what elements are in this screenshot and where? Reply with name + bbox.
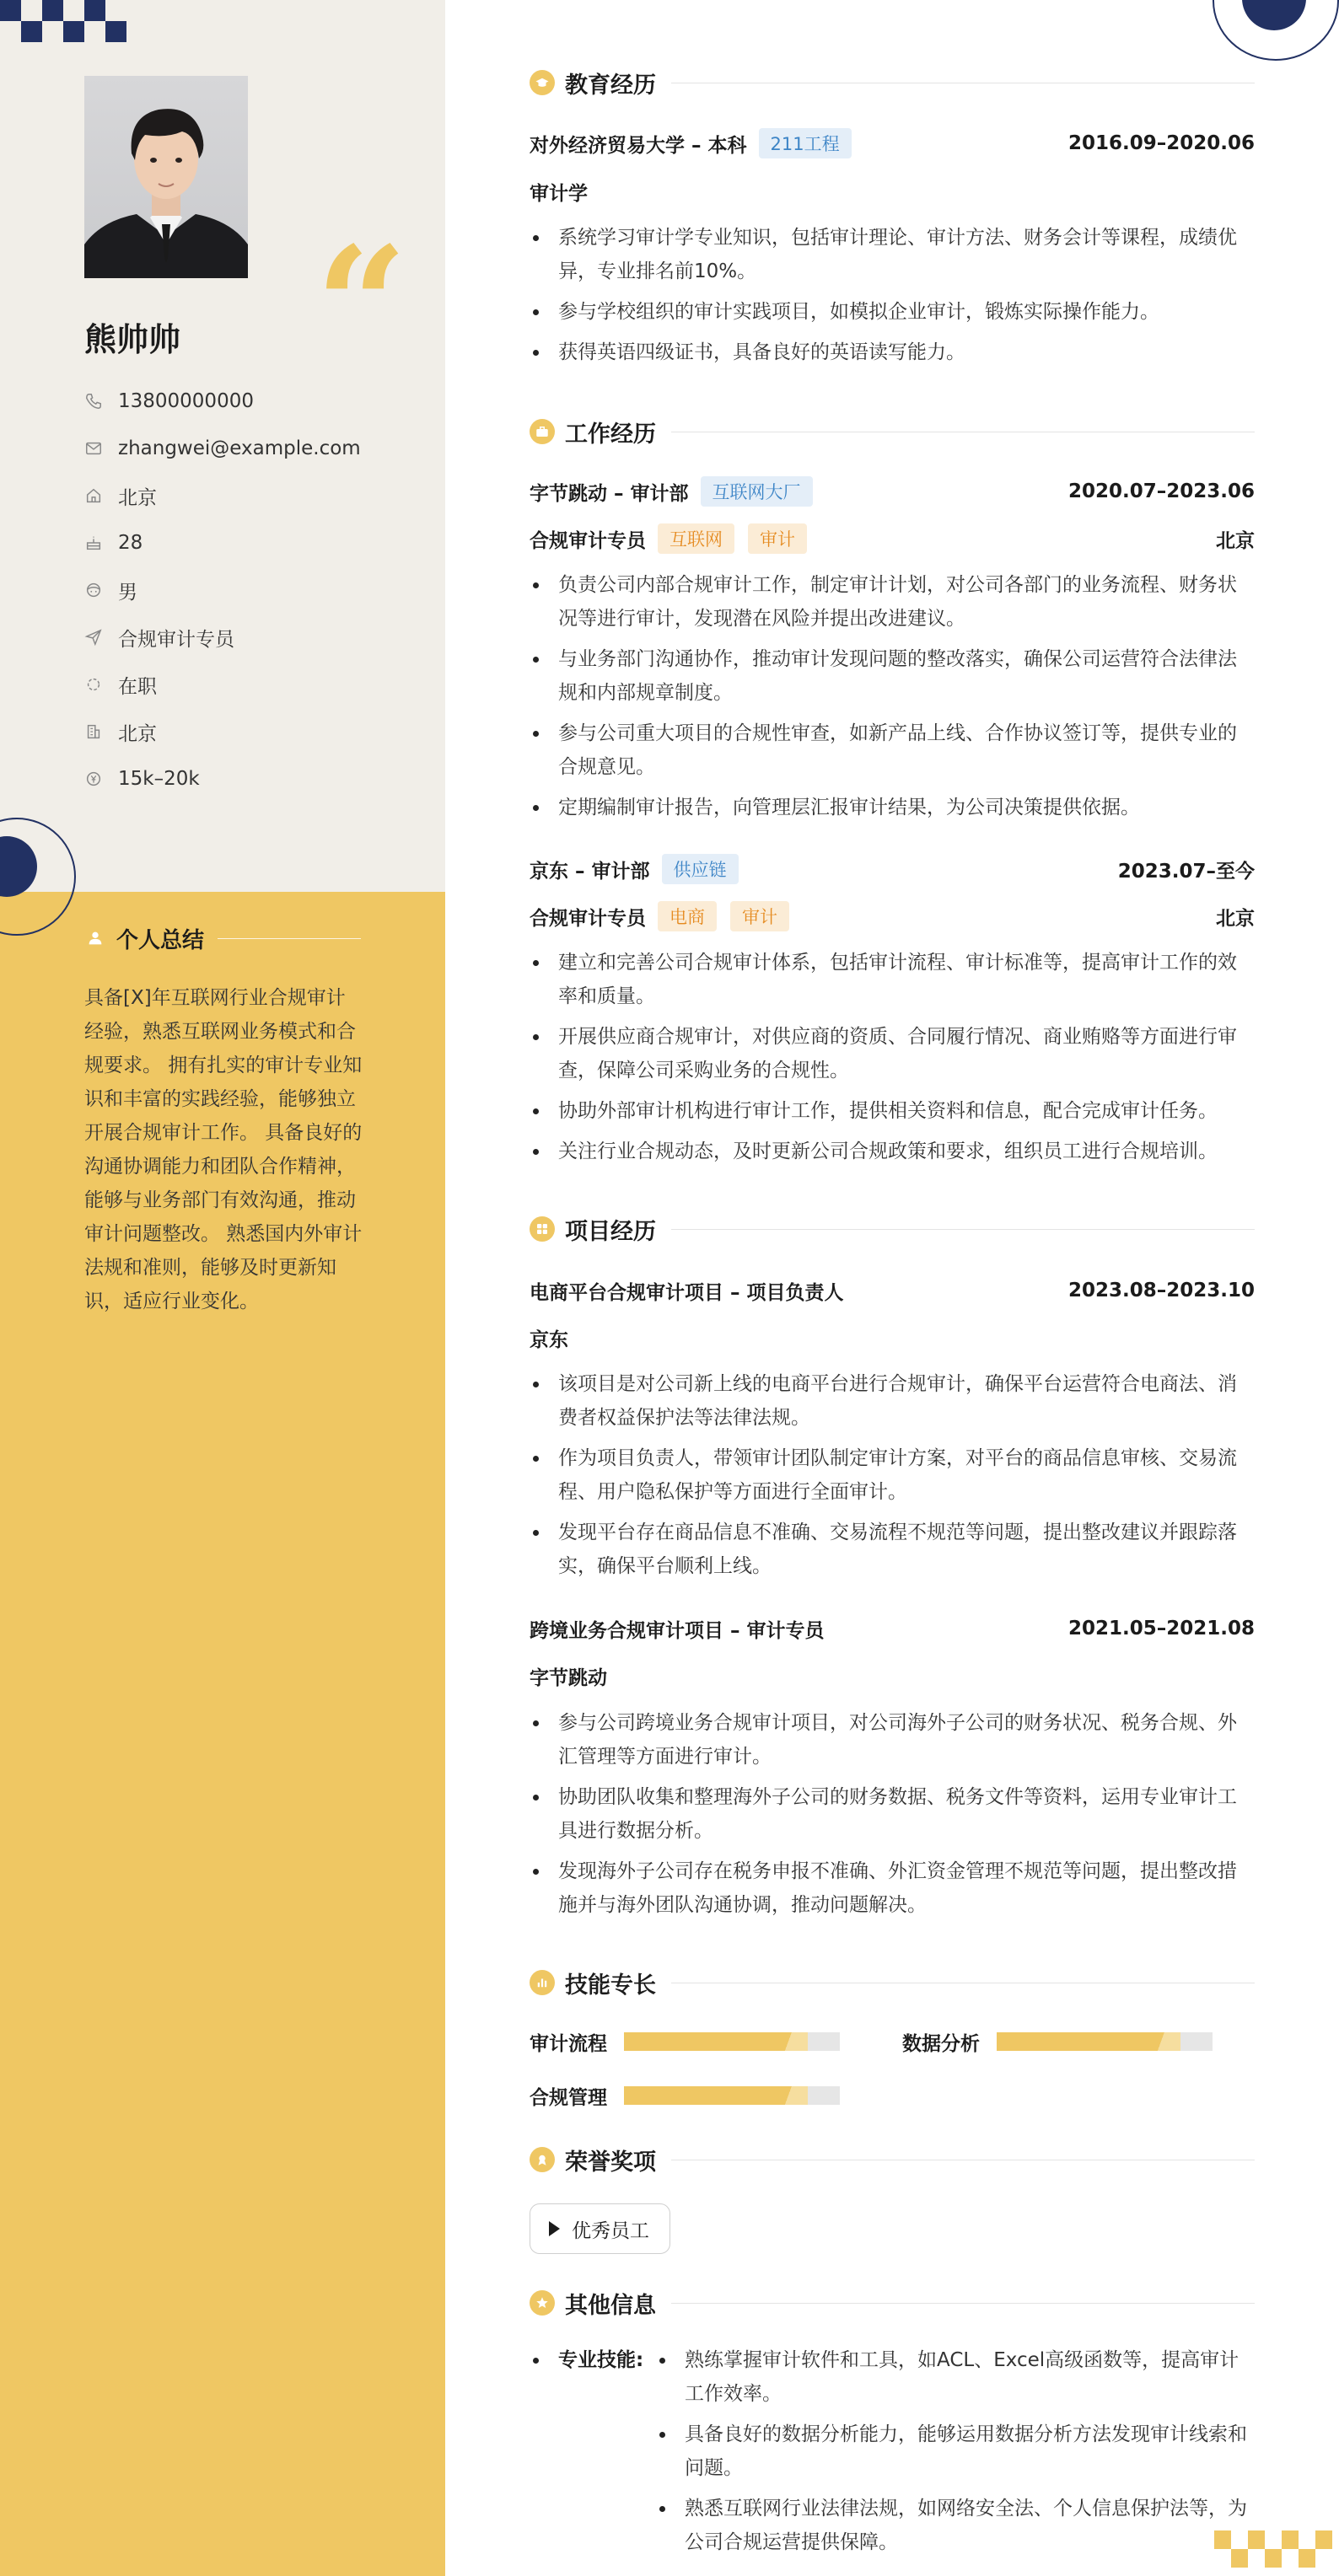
info-text: 13800000000 [118, 390, 254, 412]
award-chip[interactable] [530, 2203, 670, 2254]
job-date: 2023.07–至今 [1117, 860, 1255, 883]
project-org: 京东 [530, 1328, 568, 1351]
project-bullets [530, 1706, 1255, 1929]
info-text: 北京 [118, 486, 157, 509]
job-bullets [530, 568, 1255, 831]
phone-icon [84, 392, 103, 411]
skill-name: 数据分析 [902, 2032, 980, 2055]
summary-header [86, 924, 361, 953]
list-item: 熟悉互联网行业法律法规，如网络安全法、个人信息保护法等，为公司合规运营提供保障。 [656, 2492, 1255, 2559]
education-date: 2016.09–2020.06 [1067, 132, 1255, 154]
section-awards-header [530, 2144, 1255, 2175]
school-name: 对外经济贸易大学 – 本科 [530, 134, 747, 157]
list-item: 与业务部门沟通协作，推动审计发现问题的整改落实，确保公司运营符合法律法规和内部规章制度。 [530, 642, 1255, 710]
role-tag: 审计 [730, 901, 789, 931]
info-text: 北京 [118, 722, 157, 745]
section-skills-header [530, 1967, 1255, 1998]
education-row [530, 126, 1255, 160]
skill-item [530, 2025, 840, 2058]
job-bullets [530, 946, 1255, 1175]
info-phone [84, 378, 361, 425]
list-item: 系统学习审计学专业知识，包括审计理论、审计方法、财务会计等课程，成绩优异，专业排名前10%。 [530, 221, 1255, 288]
list-item: 负责公司内部合规审计工作，制定审计计划，对公司各部门的业务流程、财务状况等进行审计，发现潜在风险并提出改进建议。 [530, 568, 1255, 636]
section-work-header [530, 416, 1255, 447]
role-tag: 审计 [748, 523, 807, 554]
company-name: 字节跳动 – 审计部 [530, 482, 689, 505]
skill-fill [624, 2032, 808, 2051]
list-item: 协助团队收集和整理海外子公司的财务数据、税务文件等资料，运用专业审计工具进行数据分析。 [530, 1780, 1255, 1848]
divider [218, 938, 361, 939]
info-salary [84, 755, 361, 802]
school-tag: 211工程 [759, 128, 852, 158]
play-icon [549, 2221, 560, 2236]
quote-decoration: “ [315, 212, 408, 400]
info-email [84, 425, 361, 472]
role-row [530, 522, 1255, 555]
other-label-row [530, 2343, 643, 2377]
divider [671, 1229, 1255, 1230]
education-bullets [530, 221, 1255, 376]
briefcase-icon [530, 419, 555, 444]
info-age [84, 519, 361, 566]
major: 审计学 [530, 182, 588, 205]
sidebar [0, 0, 445, 2576]
section-title: 教育经历 [565, 72, 656, 99]
list-item: 发现平台存在商品信息不准确、交易流程不规范等问题，提出整改建议并跟踪落实，确保平台顺利上线。 [530, 1516, 1255, 1583]
role-tag: 互联网 [658, 523, 734, 554]
list-item: 熟练掌握审计软件和工具，如ACL、Excel高级函数等，提高审计工作效率。 [656, 2343, 1255, 2411]
info-position [84, 614, 361, 661]
person-icon [86, 929, 105, 947]
info-home [84, 472, 361, 519]
role-title: 合规审计专员 [530, 529, 646, 552]
list-item: 协助外部审计机构进行审计工作，提供相关资料和信息，配合完成审计任务。 [530, 1094, 1255, 1128]
cake-icon [84, 534, 103, 552]
info-text: 15k–20k [118, 768, 200, 790]
email-icon [84, 439, 103, 458]
list-item: 作为项目负责人，带领审计团队制定审计方案，对平台的商品信息审核、交易流程、用户隐私保护等方面进行全面审计。 [530, 1441, 1255, 1509]
list-item: 定期编制审计报告，向管理层汇报审计结果，为公司决策提供依据。 [530, 791, 1255, 824]
role-title: 合规审计专员 [530, 907, 646, 930]
list-item: 发现海外子公司存在税务申报不准确、外汇资金管理不规范等问题，提出整改措施并与海外团队沟通协调，推动问题解决。 [530, 1854, 1255, 1922]
project-date: 2021.05–2021.08 [1067, 1618, 1255, 1640]
project-name: 跨境业务合规审计项目 – 审计专员 [530, 1619, 825, 1642]
contact-info-list [84, 378, 361, 802]
section-title: 荣誉奖项 [565, 2149, 656, 2176]
job-city: 北京 [1216, 907, 1255, 930]
company-tag: 互联网大厂 [701, 476, 813, 507]
bullet-dot [533, 2358, 539, 2364]
list-item: 具备良好的数据分析能力，能够运用数据分析方法发现审计线索和问题。 [656, 2418, 1255, 2485]
skill-item [902, 2025, 1213, 2058]
project-name: 电商平台合规审计项目 – 项目负责人 [530, 1281, 844, 1304]
section-education-header [530, 67, 1255, 98]
award-icon [530, 2147, 555, 2172]
role-row [530, 899, 1255, 933]
project-bullets [530, 1367, 1255, 1590]
info-city [84, 708, 361, 755]
info-text: 合规审计专员 [118, 628, 234, 651]
list-item: 参与学校组织的审计实践项目，如模拟企业审计，锻炼实际操作能力。 [530, 295, 1255, 329]
salary-icon [84, 770, 103, 788]
graduation-cap-icon [530, 70, 555, 95]
section-projects-header [530, 1214, 1255, 1244]
divider [671, 2303, 1255, 2304]
job-date: 2020.07–2023.06 [1067, 480, 1255, 502]
company-name: 京东 – 审计部 [530, 860, 650, 883]
project-date: 2023.08–2023.10 [1067, 1280, 1255, 1301]
project-row [530, 1274, 1255, 1307]
candidate-name: 熊帅帅 [84, 321, 181, 358]
info-text: zhangwei@example.com [118, 437, 361, 459]
checker-decoration [1214, 2530, 1339, 2576]
role-tag: 电商 [658, 901, 717, 931]
skill-bar [997, 2032, 1213, 2051]
job-city: 北京 [1216, 529, 1255, 552]
star-icon [530, 2290, 555, 2316]
info-text: 在职 [118, 675, 157, 698]
info-text: 男 [118, 581, 137, 604]
skill-name: 合规管理 [530, 2086, 607, 2109]
list-item: 该项目是对公司新上线的电商平台进行合规审计，确保平台运营符合电商法、消费者权益保护法等法律法规。 [530, 1367, 1255, 1435]
project-org: 字节跳动 [530, 1666, 607, 1689]
info-status [84, 661, 361, 708]
gender-icon [84, 581, 103, 599]
major-row [530, 174, 1255, 208]
list-item: 关注行业合规动态，及时更新公司合规政策和要求，组织员工进行合规培训。 [530, 1135, 1255, 1168]
checker-decoration [0, 0, 128, 42]
list-item: 参与公司跨境业务合规审计项目，对公司海外子公司的财务状况、税务合规、外汇管理等方面进行审计。 [530, 1706, 1255, 1774]
job-row [530, 475, 1255, 508]
company-tag: 供应链 [662, 854, 739, 884]
grid-icon [530, 1216, 555, 1242]
info-gender [84, 566, 361, 614]
skill-fill [624, 2086, 808, 2105]
job-row [530, 852, 1255, 886]
list-item: 获得英语四级证书，具备良好的英语读写能力。 [530, 335, 1255, 369]
list-item: 开展供应商合规审计，对供应商的资质、合同履行情况、商业贿赂等方面进行审查，保障公司采购业务的合规性。 [530, 1020, 1255, 1087]
summary-title: 个人总结 [116, 927, 205, 953]
home-icon [84, 486, 103, 505]
avatar [84, 76, 248, 278]
chart-icon [530, 1970, 555, 1995]
building-icon [84, 722, 103, 741]
summary-text: 具备[X]年互联网行业合规审计经验，熟悉互联网业务模式和合规要求。 拥有扎实的审计专业知识和丰富的实践经验，能够独立开展合规审计工作。 具备良好的沟通协调能力和团队合作精神，能够与业务部门有效沟通，推动审计问题整改。 熟悉国内外审计法规和准则，能够及时更新知识，适应行业变化。 [84, 987, 363, 1312]
list-item: 参与公司重大项目的合规性审查，如新产品上线、合作协议签订等，提供专业的合规意见。 [530, 716, 1255, 784]
section-title: 其他信息 [565, 2292, 656, 2319]
other-label: 专业技能: [558, 2349, 644, 2371]
skill-item [530, 2079, 840, 2112]
project-org-row [530, 1321, 1255, 1355]
skill-bar [624, 2032, 840, 2051]
project-org-row [530, 1659, 1255, 1693]
section-title: 项目经历 [565, 1218, 656, 1245]
status-icon [84, 675, 103, 694]
project-row [530, 1612, 1255, 1645]
section-other-header [530, 2288, 1255, 2318]
award-label: 优秀员工 [572, 2219, 649, 2242]
send-icon [84, 628, 103, 647]
info-text: 28 [118, 532, 143, 554]
section-title: 技能专长 [565, 1972, 656, 1999]
skill-bar [624, 2086, 840, 2105]
skill-name: 审计流程 [530, 2032, 607, 2055]
section-title: 工作经历 [565, 421, 656, 448]
other-bullets [656, 2343, 1255, 2566]
list-item: 建立和完善公司合规审计体系，包括审计流程、审计标准等，提高审计工作的效率和质量。 [530, 946, 1255, 1013]
skill-fill [997, 2032, 1180, 2051]
